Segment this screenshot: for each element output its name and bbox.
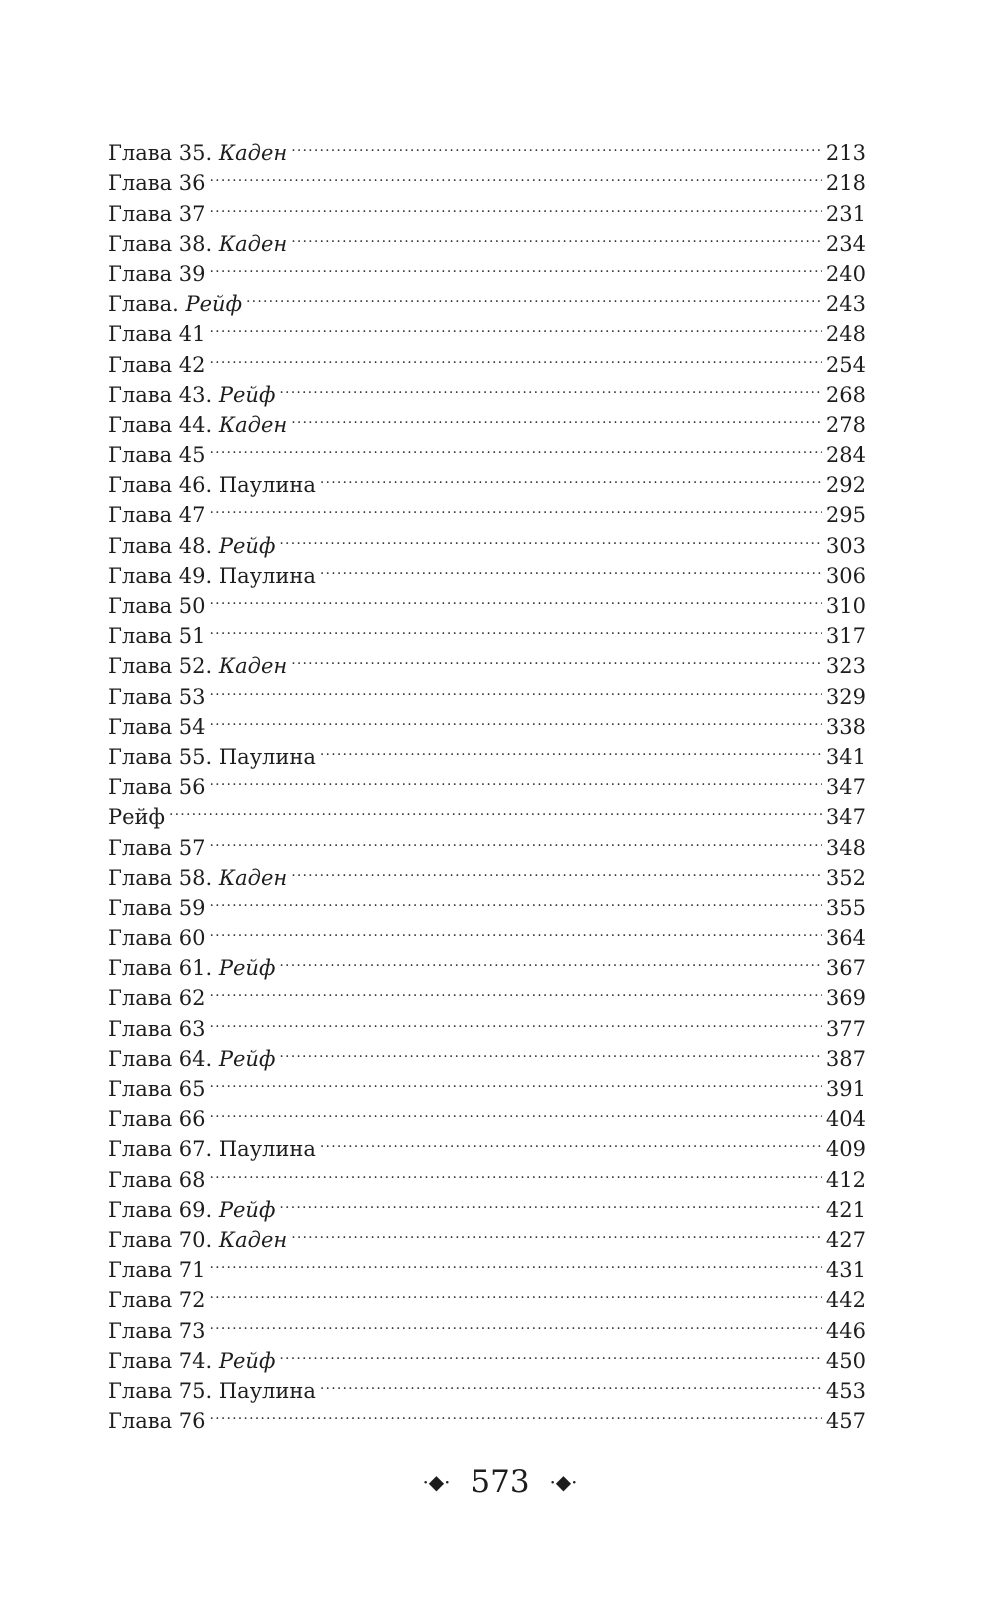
toc-entry-title: Глава 64.: [108, 1046, 213, 1071]
toc-entry-title: Глава 67. Паулина: [108, 1137, 316, 1162]
toc-entry-title: Глава 36: [108, 171, 206, 196]
toc-entry: [108, 221, 866, 256]
toc-entry: [108, 130, 866, 166]
toc-entry: [108, 1307, 866, 1343]
toc-entry: [108, 432, 866, 468]
ornament-left-icon: ·◆·: [422, 1469, 451, 1494]
toc-entry-title: Глава 48.: [108, 533, 213, 558]
dot-leader: [279, 1036, 822, 1066]
dot-leader: [210, 613, 822, 643]
toc-entry-title: Глава 66: [108, 1107, 206, 1132]
toc-entry-narrator: Каден: [218, 141, 288, 166]
toc-entry-page: 348: [825, 835, 866, 860]
toc-entry-page: 231: [825, 201, 866, 226]
toc-entry-narrator: Рейф: [185, 292, 243, 317]
dot-leader: [320, 734, 822, 764]
dot-leader: [210, 1307, 822, 1337]
dot-leader: [291, 402, 822, 432]
table-of-contents: [108, 130, 866, 1434]
toc-entry-title: Глава 42: [108, 352, 206, 377]
toc-entry-page: 446: [825, 1318, 866, 1343]
toc-entry: [108, 372, 866, 407]
toc-entry-title: Рейф: [108, 805, 165, 830]
toc-entry: [108, 1066, 866, 1101]
toc-entry: [108, 794, 866, 830]
toc-entry: [108, 1036, 866, 1071]
dot-leader: [169, 794, 822, 824]
dot-leader: [291, 221, 822, 251]
toc-entry-page: 234: [825, 231, 866, 256]
dot-leader: [279, 522, 822, 552]
toc-entry-title: Глава 76: [108, 1409, 206, 1434]
dot-leader: [210, 583, 822, 613]
toc-entry-title: Глава 46. Паулина: [108, 473, 316, 498]
toc-entry-narrator: Рейф: [218, 1046, 276, 1071]
toc-entry-page: 442: [825, 1288, 866, 1313]
toc-entry-narrator: Каден: [218, 231, 288, 256]
toc-entry-page: 278: [825, 412, 866, 437]
dot-leader: [210, 311, 822, 341]
toc-entry-title: Глава 72: [108, 1288, 206, 1313]
toc-entry: [108, 160, 866, 196]
dot-leader: [210, 190, 822, 220]
toc-entry-page: 369: [825, 986, 866, 1011]
ornament-right-icon: ·◆·: [549, 1469, 578, 1494]
dot-leader: [291, 643, 822, 673]
toc-entry: [108, 1156, 866, 1192]
toc-entry-page: 329: [825, 684, 866, 709]
toc-entry-page: 303: [825, 533, 866, 558]
toc-entry-title: Глава 74.: [108, 1348, 213, 1373]
toc-entry: [108, 311, 866, 347]
dot-leader: [320, 462, 822, 492]
dot-leader: [210, 251, 822, 281]
dot-leader: [210, 1005, 822, 1035]
toc-entry: [108, 945, 866, 981]
toc-entry-title: Глава 58.: [108, 865, 213, 890]
toc-entry: [108, 190, 866, 226]
toc-entry-title: Глава 55. Паулина: [108, 744, 316, 769]
toc-entry-title: Глава 65: [108, 1077, 206, 1101]
toc-entry-narrator: Рейф: [218, 1348, 276, 1373]
toc-entry-page: 292: [825, 473, 866, 498]
dot-leader: [210, 673, 822, 703]
toc-entry-page: 457: [825, 1409, 866, 1434]
dot-leader: [279, 945, 822, 975]
dot-leader: [320, 553, 822, 583]
toc-entry: [108, 1096, 866, 1132]
toc-entry: [108, 583, 866, 618]
dot-leader: [210, 160, 822, 190]
toc-entry-title: Глава 41: [108, 322, 206, 347]
toc-entry-page: 391: [825, 1077, 866, 1101]
dot-leader: [210, 975, 822, 1005]
toc-entry: [108, 1398, 866, 1434]
toc-entry-title: Глава 63: [108, 1016, 206, 1041]
toc-entry-page: 240: [825, 261, 866, 286]
toc-entry-page: 306: [825, 563, 866, 588]
page-footer: [0, 1462, 1000, 1500]
dot-leader: [279, 1338, 822, 1368]
toc-entry: [108, 1005, 866, 1041]
toc-entry: [108, 462, 866, 498]
dot-leader: [320, 1368, 822, 1398]
toc-entry: [108, 492, 866, 528]
toc-entry-title: Глава 75. Паулина: [108, 1378, 316, 1403]
toc-entry-page: 377: [825, 1016, 866, 1041]
toc-entry: [108, 885, 866, 920]
toc-entry-page: 404: [825, 1107, 866, 1132]
toc-entry-page: 254: [825, 352, 866, 377]
dot-leader: [210, 1066, 822, 1096]
dot-leader: [246, 281, 822, 311]
dot-leader: [210, 1096, 822, 1126]
toc-entry-narrator: Рейф: [218, 956, 276, 981]
toc-entry: [108, 1126, 866, 1162]
toc-entry-narrator: Каден: [218, 412, 288, 437]
toc-entry-title: Глава 47: [108, 503, 206, 528]
toc-entry: [108, 643, 866, 679]
toc-entry: [108, 824, 866, 860]
dot-leader: [210, 1247, 822, 1277]
toc-entry-title: Глава 52.: [108, 654, 213, 679]
dot-leader: [210, 704, 822, 734]
toc-entry-title: Глава 69.: [108, 1197, 213, 1222]
toc-entry: [108, 855, 866, 890]
toc-entry-title: Глава 51: [108, 624, 206, 649]
toc-entry-title: Глава 44.: [108, 412, 213, 437]
toc-entry-narrator: Рейф: [218, 533, 276, 558]
toc-entry: [108, 975, 866, 1011]
toc-entry-narrator: Каден: [218, 1227, 288, 1252]
toc-entry-page: 310: [825, 594, 866, 618]
dot-leader: [279, 372, 822, 402]
toc-entry-page: 323: [825, 654, 866, 679]
toc-entry-title: Глава 54: [108, 714, 206, 739]
toc-entry: [108, 281, 866, 317]
toc-entry-page: 352: [825, 865, 866, 890]
toc-entry: [108, 1247, 866, 1283]
toc-entry-title: Глава 50: [108, 594, 206, 618]
toc-entry: [108, 613, 866, 649]
toc-entry-title: Глава 35.: [108, 141, 213, 166]
toc-entry: [108, 704, 866, 739]
toc-entry-title: Глава 37: [108, 201, 206, 226]
toc-entry: [108, 341, 866, 377]
toc-entry-title: Глава 38.: [108, 231, 213, 256]
dot-leader: [210, 915, 822, 945]
toc-entry-narrator: Каден: [218, 654, 288, 679]
toc-entry-narrator: Рейф: [218, 1197, 276, 1222]
toc-entry-page: 341: [825, 744, 866, 769]
toc-entry-page: 338: [825, 714, 866, 739]
toc-entry-page: 347: [825, 805, 866, 830]
toc-entry-page: 295: [825, 503, 866, 528]
toc-entry: [108, 734, 866, 769]
dot-leader: [291, 130, 822, 160]
page-number: 573: [470, 1463, 530, 1500]
toc-entry-page: 412: [825, 1167, 866, 1192]
toc-entry-page: 431: [825, 1258, 866, 1283]
dot-leader: [279, 1187, 822, 1217]
toc-entry-title: Глава 45: [108, 443, 206, 468]
toc-entry-page: 284: [825, 443, 866, 468]
dot-leader: [210, 885, 822, 915]
toc-entry-page: 218: [825, 171, 866, 196]
toc-entry-title: Глава 56: [108, 775, 206, 800]
toc-entry-title: Глава 53: [108, 684, 206, 709]
toc-entry-page: 387: [825, 1046, 866, 1071]
toc-entry-page: 248: [825, 322, 866, 347]
dot-leader: [210, 764, 822, 794]
toc-entry-page: 268: [825, 382, 866, 407]
toc-entry-title: Глава 62: [108, 986, 206, 1011]
toc-entry-page: 367: [825, 956, 866, 981]
toc-entry-title: Глава 61.: [108, 956, 213, 981]
toc-entry-title: Глава 73: [108, 1318, 206, 1343]
dot-leader: [210, 432, 822, 462]
toc-entry: [108, 764, 866, 800]
toc-entry: [108, 1338, 866, 1373]
toc-entry-title: Глава 57: [108, 835, 206, 860]
toc-entry-page: 453: [825, 1378, 866, 1403]
toc-entry-page: 317: [825, 624, 866, 649]
toc-entry-page: 450: [825, 1348, 866, 1373]
dot-leader: [210, 1277, 822, 1307]
dot-leader: [320, 1126, 822, 1156]
toc-entry: [108, 1277, 866, 1313]
toc-entry-title: Глава.: [108, 292, 179, 317]
dot-leader: [210, 1398, 822, 1428]
toc-entry-title: Глава 59: [108, 895, 206, 920]
toc-entry-page: 355: [825, 895, 866, 920]
toc-entry-page: 421: [825, 1197, 866, 1222]
toc-entry: [108, 1187, 866, 1222]
dot-leader: [210, 1156, 822, 1186]
toc-entry-title: Глава 60: [108, 926, 206, 951]
toc-entry-page: 347: [825, 775, 866, 800]
toc-entry: [108, 251, 866, 286]
dot-leader: [291, 1217, 822, 1247]
toc-entry-page: 364: [825, 926, 866, 951]
toc-entry-page: 409: [825, 1137, 866, 1162]
toc-entry: [108, 915, 866, 951]
toc-entry-title: Глава 68: [108, 1167, 206, 1192]
toc-entry-title: Глава 71: [108, 1258, 206, 1283]
toc-entry-page: 213: [825, 141, 866, 166]
dot-leader: [291, 855, 822, 885]
toc-entry: [108, 522, 866, 558]
toc-entry-page: 427: [825, 1227, 866, 1252]
toc-entry-page: 243: [825, 292, 866, 317]
dot-leader: [210, 492, 822, 522]
toc-entry: [108, 673, 866, 709]
dot-leader: [210, 824, 822, 854]
toc-entry-title: Глава 49. Паулина: [108, 563, 316, 588]
toc-entry-narrator: Рейф: [218, 382, 276, 407]
toc-entry-narrator: Каден: [218, 865, 288, 890]
toc-entry-title: Глава 39: [108, 261, 206, 286]
toc-entry-title: Глава 43.: [108, 382, 213, 407]
dot-leader: [210, 341, 822, 371]
toc-entry-title: Глава 70.: [108, 1227, 213, 1252]
